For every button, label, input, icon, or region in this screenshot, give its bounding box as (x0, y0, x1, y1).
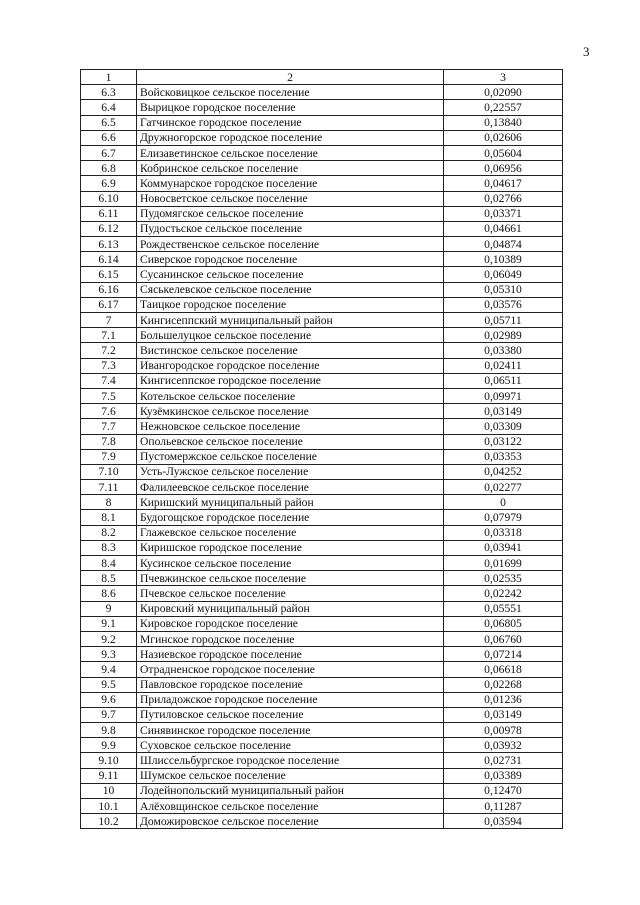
municipality-name: Шумское сельское поселение (137, 768, 444, 783)
coefficient-value: 0,09971 (444, 388, 563, 403)
coefficient-value: 0,04252 (444, 464, 563, 479)
table-row (81, 221, 563, 236)
coefficient-value: 0,06618 (444, 662, 563, 677)
table-row (81, 206, 563, 221)
coefficient-value: 0,03309 (444, 419, 563, 434)
row-number: 8 (81, 495, 137, 510)
municipality-name: Елизаветинское сельское поселение (137, 145, 444, 160)
table-header-row (81, 70, 563, 85)
table-row (81, 571, 563, 586)
municipality-name: Фалилеевское сельское поселение (137, 480, 444, 495)
municipality-name: Сяськелевское сельское поселение (137, 282, 444, 297)
row-number: 7.1 (81, 328, 137, 343)
municipality-name: Мгинское городское поселение (137, 631, 444, 646)
coefficient-value: 0,03389 (444, 768, 563, 783)
coefficient-value: 0,02277 (444, 480, 563, 495)
coefficient-value: 0,07979 (444, 510, 563, 525)
table-row (81, 449, 563, 464)
table-row (81, 586, 563, 601)
table-row (81, 282, 563, 297)
table-row (81, 297, 563, 312)
table-row (81, 267, 563, 282)
table-row (81, 707, 563, 722)
coefficient-value: 0,03149 (444, 707, 563, 722)
table-row (81, 556, 563, 571)
table-row (81, 343, 563, 358)
coefficient-value: 0,03932 (444, 738, 563, 753)
table-row (81, 161, 563, 176)
row-number: 6.9 (81, 176, 137, 191)
table-row (81, 616, 563, 631)
row-number: 9.5 (81, 677, 137, 692)
table-row (81, 510, 563, 525)
row-number: 9.7 (81, 707, 137, 722)
row-number: 6.12 (81, 221, 137, 236)
coefficient-value: 0,06511 (444, 373, 563, 388)
row-number: 9.11 (81, 768, 137, 783)
municipality-name: Приладожское городское поселение (137, 692, 444, 707)
table-row (81, 495, 563, 510)
municipality-name: Войсковицкое сельское поселение (137, 85, 444, 100)
coefficient-value: 0,05711 (444, 313, 563, 328)
page-number: 3 (583, 44, 590, 59)
coefficient-value: 0,02606 (444, 130, 563, 145)
row-number: 9.9 (81, 738, 137, 753)
coefficient-value: 0,06760 (444, 631, 563, 646)
row-number: 10.1 (81, 799, 137, 814)
municipality-name: Алёховщинское сельское поселение (137, 799, 444, 814)
table-row (81, 783, 563, 798)
row-number: 9.8 (81, 723, 137, 738)
row-number: 9.2 (81, 631, 137, 646)
table-row (81, 145, 563, 160)
table-row (81, 115, 563, 130)
coefficient-value: 0,03371 (444, 206, 563, 221)
coefficient-value: 0,02090 (444, 85, 563, 100)
row-number: 9.1 (81, 616, 137, 631)
table-row (81, 631, 563, 646)
municipality-name: Большелуцкое сельское поселение (137, 328, 444, 343)
municipality-name: Киришский муниципальный район (137, 495, 444, 510)
table-row (81, 480, 563, 495)
column-header-name: 2 (137, 70, 444, 85)
table-row (81, 130, 563, 145)
row-number: 7.8 (81, 434, 137, 449)
municipality-name: Путиловское сельское поселение (137, 707, 444, 722)
coefficient-value: 0,02766 (444, 191, 563, 206)
coefficient-value: 0,22557 (444, 100, 563, 115)
coefficient-value: 0,10389 (444, 252, 563, 267)
coefficient-value: 0,04661 (444, 221, 563, 236)
row-number: 6.6 (81, 130, 137, 145)
coefficient-value: 0,05310 (444, 282, 563, 297)
row-number: 7.9 (81, 449, 137, 464)
table-row (81, 237, 563, 252)
table-row (81, 662, 563, 677)
row-number: 6.8 (81, 161, 137, 176)
municipality-name: Пчевское сельское поселение (137, 586, 444, 601)
row-number: 7.6 (81, 404, 137, 419)
row-number: 8.6 (81, 586, 137, 601)
row-number: 7.3 (81, 358, 137, 373)
row-number: 8.5 (81, 571, 137, 586)
municipality-name: Кировское городское поселение (137, 616, 444, 631)
coefficients-table (80, 69, 563, 829)
municipality-name: Кусинское сельское поселение (137, 556, 444, 571)
table-row (81, 358, 563, 373)
municipality-name: Павловское городское поселение (137, 677, 444, 692)
municipality-name: Кингисеппское городское поселение (137, 373, 444, 388)
municipality-name: Шлиссельбургское городское поселение (137, 753, 444, 768)
coefficient-value: 0,01699 (444, 556, 563, 571)
coefficient-value: 0,03149 (444, 404, 563, 419)
table-row (81, 799, 563, 814)
coefficient-value: 0,02268 (444, 677, 563, 692)
municipality-name: Котельское сельское поселение (137, 388, 444, 403)
coefficient-value: 0,02731 (444, 753, 563, 768)
row-number: 8.2 (81, 525, 137, 540)
municipality-name: Глажевское сельское поселение (137, 525, 444, 540)
municipality-name: Таицкое городское поселение (137, 297, 444, 312)
coefficient-value: 0,03576 (444, 297, 563, 312)
coefficient-value: 0,04874 (444, 237, 563, 252)
municipality-name: Кировский муниципальный район (137, 601, 444, 616)
municipality-name: Суховское сельское поселение (137, 738, 444, 753)
row-number: 6.16 (81, 282, 137, 297)
municipality-name: Пчевжинское сельское поселение (137, 571, 444, 586)
coefficient-value: 0,12470 (444, 783, 563, 798)
coefficient-value: 0,03380 (444, 343, 563, 358)
row-number: 7.10 (81, 464, 137, 479)
row-number: 7 (81, 313, 137, 328)
municipality-name: Пустомержское сельское поселение (137, 449, 444, 464)
row-number: 10 (81, 783, 137, 798)
municipality-name: Киришское городское поселение (137, 540, 444, 555)
table-row (81, 723, 563, 738)
table-row (81, 601, 563, 616)
municipality-name: Коммунарское городское поселение (137, 176, 444, 191)
coefficient-value: 0,02989 (444, 328, 563, 343)
table-row (81, 176, 563, 191)
municipality-name: Кингисеппский муниципальный район (137, 313, 444, 328)
row-number: 9.4 (81, 662, 137, 677)
row-number: 6.15 (81, 267, 137, 282)
municipality-name: Новосветское сельское поселение (137, 191, 444, 206)
table-row (81, 753, 563, 768)
table-row (81, 434, 563, 449)
municipality-name: Гатчинское городское поселение (137, 115, 444, 130)
table-row (81, 85, 563, 100)
table-row (81, 313, 563, 328)
table-row (81, 677, 563, 692)
row-number: 6.7 (81, 145, 137, 160)
row-number: 9.3 (81, 647, 137, 662)
row-number: 7.2 (81, 343, 137, 358)
coefficient-value: 0,06049 (444, 267, 563, 282)
coefficient-value: 0,11287 (444, 799, 563, 814)
municipality-name: Лодейнопольский муниципальный район (137, 783, 444, 798)
row-number: 6.10 (81, 191, 137, 206)
coefficient-value: 0,03122 (444, 434, 563, 449)
row-number: 10.2 (81, 814, 137, 829)
municipality-name: Ивангородское городское поселение (137, 358, 444, 373)
row-number: 6.13 (81, 237, 137, 252)
coefficient-value: 0,02535 (444, 571, 563, 586)
table-row (81, 814, 563, 829)
table-row (81, 328, 563, 343)
table-row (81, 540, 563, 555)
municipality-name: Отрадненское городское поселение (137, 662, 444, 677)
row-number: 6.17 (81, 297, 137, 312)
column-header-value: 3 (444, 70, 563, 85)
row-number: 8.1 (81, 510, 137, 525)
row-number: 7.5 (81, 388, 137, 403)
municipality-name: Нежновское сельское поселение (137, 419, 444, 434)
table-body (81, 85, 563, 829)
row-number: 7.4 (81, 373, 137, 388)
table-row (81, 404, 563, 419)
table-row (81, 388, 563, 403)
row-number: 9.6 (81, 692, 137, 707)
row-number: 8.3 (81, 540, 137, 555)
coefficient-value: 0,13840 (444, 115, 563, 130)
row-number: 7.11 (81, 480, 137, 495)
table-row (81, 738, 563, 753)
municipality-name: Пудомягское сельское поселение (137, 206, 444, 221)
row-number: 6.11 (81, 206, 137, 221)
table-row (81, 692, 563, 707)
table-row (81, 191, 563, 206)
row-number: 8.4 (81, 556, 137, 571)
row-number: 9.10 (81, 753, 137, 768)
municipality-name: Пудостьское сельское поселение (137, 221, 444, 236)
coefficient-value: 0,01236 (444, 692, 563, 707)
coefficient-value: 0,05604 (444, 145, 563, 160)
row-number: 6.14 (81, 252, 137, 267)
municipality-name: Сиверское городское поселение (137, 252, 444, 267)
municipality-name: Рождественское сельское поселение (137, 237, 444, 252)
municipality-name: Кобринское сельское поселение (137, 161, 444, 176)
municipality-name: Назиевское городское поселение (137, 647, 444, 662)
table-row (81, 373, 563, 388)
table-row (81, 252, 563, 267)
coefficient-value: 0,05551 (444, 601, 563, 616)
municipality-name: Дружногорское городское поселение (137, 130, 444, 145)
table-row (81, 525, 563, 540)
coefficient-value: 0,06956 (444, 161, 563, 176)
municipality-name: Кузёмкинское сельское поселение (137, 404, 444, 419)
column-header-number: 1 (81, 70, 137, 85)
coefficient-value: 0,07214 (444, 647, 563, 662)
municipality-name: Опольевское сельское поселение (137, 434, 444, 449)
municipality-name: Вырицкое городское поселение (137, 100, 444, 115)
coefficient-value: 0,06805 (444, 616, 563, 631)
table-row (81, 768, 563, 783)
municipality-name: Синявинское городское поселение (137, 723, 444, 738)
municipality-name: Будогощское городское поселение (137, 510, 444, 525)
coefficient-value: 0,03318 (444, 525, 563, 540)
table-row (81, 464, 563, 479)
row-number: 6.4 (81, 100, 137, 115)
table-row (81, 647, 563, 662)
table-row (81, 419, 563, 434)
municipality-name: Вистинское сельское поселение (137, 343, 444, 358)
coefficient-value: 0,03594 (444, 814, 563, 829)
municipality-name: Сусанинское сельское поселение (137, 267, 444, 282)
coefficient-value: 0,02242 (444, 586, 563, 601)
municipality-name: Доможировское сельское поселение (137, 814, 444, 829)
coefficient-value: 0,00978 (444, 723, 563, 738)
row-number: 6.5 (81, 115, 137, 130)
row-number: 6.3 (81, 85, 137, 100)
row-number: 9 (81, 601, 137, 616)
coefficient-value: 0 (444, 495, 563, 510)
municipality-name: Усть-Лужское сельское поселение (137, 464, 444, 479)
coefficient-value: 0,03941 (444, 540, 563, 555)
coefficient-value: 0,03353 (444, 449, 563, 464)
table-row (81, 100, 563, 115)
coefficient-value: 0,02411 (444, 358, 563, 373)
coefficient-value: 0,04617 (444, 176, 563, 191)
row-number: 7.7 (81, 419, 137, 434)
